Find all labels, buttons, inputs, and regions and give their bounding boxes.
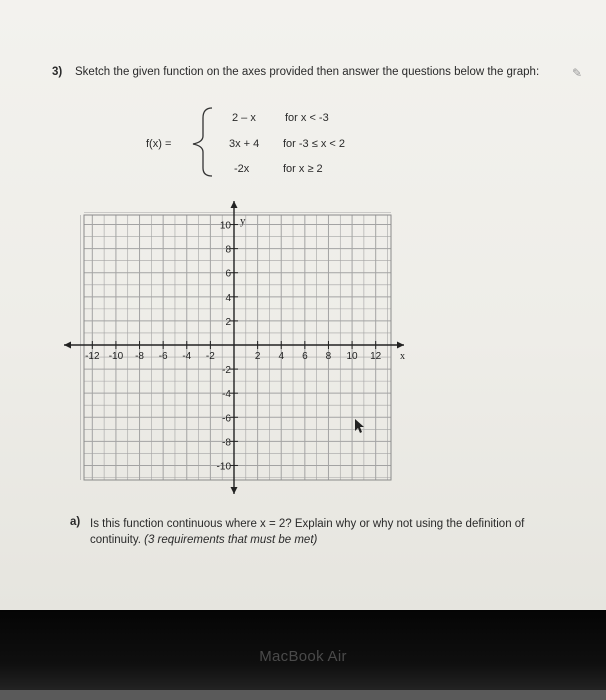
part-a-question: [90, 516, 560, 548]
question-number: 3): [52, 66, 63, 78]
x-tick-label: 8: [325, 351, 332, 362]
grid-border: [84, 215, 391, 480]
y-tick-label: 8: [225, 244, 231, 256]
question-text: Sketch the given function on the axes provided then answer the questions below the graph:: [75, 66, 540, 78]
y-tick-label: 6: [225, 268, 231, 280]
x-axis-label: x: [400, 351, 405, 362]
y-tick-label: 4: [225, 292, 231, 304]
part-a-text: Is this function continuous where x = 2? Explain why or why not using the definition of continuity.: [90, 518, 525, 546]
x-tick-label: 4: [278, 351, 285, 362]
x-tick-label: -4: [182, 351, 192, 362]
x-tick-label: -12: [85, 351, 100, 362]
axes: [64, 201, 404, 494]
cursor-arrow-icon: [355, 419, 364, 433]
piece-3-expression: -2x: [234, 163, 250, 175]
part-a-letter: a): [70, 516, 81, 528]
x-tick-label: -2: [205, 351, 215, 362]
device-brand-label: MacBook Air: [259, 648, 347, 665]
y-tick-label: 10: [219, 220, 231, 232]
y-tick-label: -2: [222, 365, 231, 377]
y-axis-top-arrow: [231, 201, 238, 208]
y-tick-label: -10: [216, 461, 231, 473]
y-tick-label: -4: [222, 389, 231, 401]
x-tick-label: -10: [108, 351, 124, 362]
x-tick-label: 10: [346, 351, 358, 362]
y-tick-label: -6: [222, 413, 231, 425]
x-tick-label: -8: [135, 351, 144, 362]
piece-2-condition: for -3 ≤ x < 2: [283, 138, 345, 150]
pencil-mark-icon: ✎: [572, 66, 583, 80]
x-tick-label: -6: [158, 351, 168, 362]
y-tick-labels: [217, 221, 238, 473]
y-axis-label: y: [240, 215, 246, 227]
y-tick-label: -8: [222, 437, 231, 449]
x-tick-label: 2: [254, 351, 261, 362]
laptop-base-edge: [0, 690, 606, 700]
x-tick-label: 12: [370, 351, 382, 362]
function-label: f(x) =: [146, 138, 172, 150]
x-tick-label: 6: [302, 351, 308, 362]
part-a-note: (3 requirements that must be met): [144, 534, 318, 546]
piece-1-expression: 2 – x: [232, 112, 256, 124]
grid-lines: [81, 213, 392, 481]
piece-3-condition: for x ≥ 2: [283, 163, 323, 175]
y-tick-label: 2: [225, 316, 231, 328]
piece-2-expression: 3x + 4: [229, 138, 260, 150]
piece-1-condition: for x < -3: [285, 112, 329, 124]
x-axis-right-arrow: [397, 342, 404, 349]
x-axis-left-arrow: [64, 342, 71, 349]
y-axis-bottom-arrow: [231, 487, 238, 494]
